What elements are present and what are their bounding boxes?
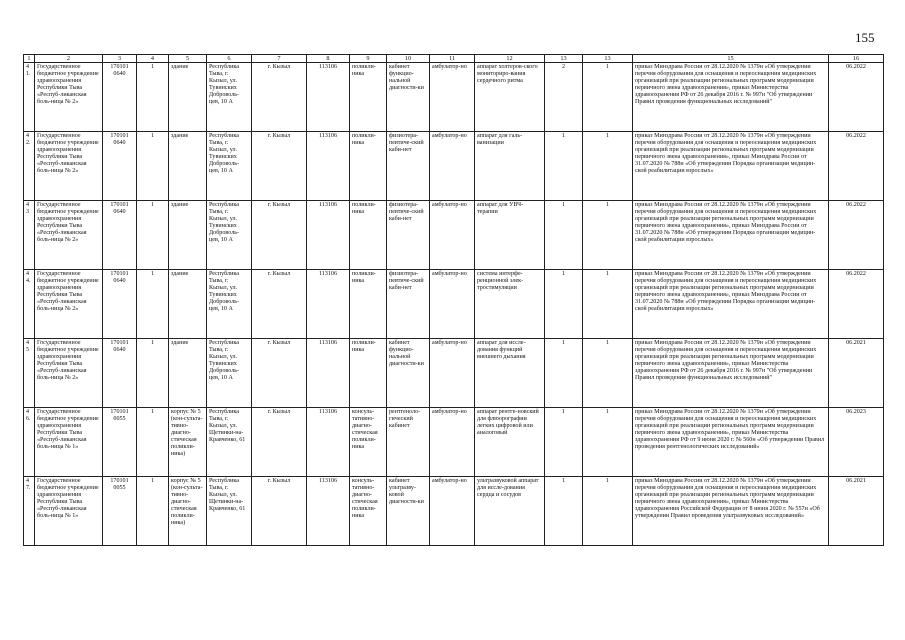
- equipment-name-cell: аппарат холтеров-ского мониториро-вания сердечного ритма: [475, 63, 545, 132]
- locality-cell: г. Кызыл: [252, 477, 307, 546]
- legal-basis-cell: приказ Минздрава России от 28.12.2020 № 1379н «Об утверждении перечня оборудования для оснащения и переоснащения медицинских организаций при реализации региональных программ модернизации первичного звена здравоохранения», приказ Министерства здравоохранения РФ от 26 декабря 2016 г. № 997н "Об утверждении Правил проведения функциональных исследований": [633, 63, 829, 132]
- address-cell: Республика Тыва, г. Кызыл, ул. Щетинки-на-Кравченко, 61: [207, 477, 252, 546]
- column-number-11: 11: [430, 55, 475, 63]
- required-quantity-cell: 1: [545, 132, 583, 201]
- building-type-cell: здание: [169, 339, 207, 408]
- planned-quantity-cell: 1: [583, 477, 633, 546]
- column-number-16: 16: [829, 55, 884, 63]
- table-row: [24, 477, 884, 546]
- row-index-cell: 44.: [24, 270, 35, 339]
- column-number-13: 13: [545, 55, 583, 63]
- row-index-cell: 41.: [24, 63, 35, 132]
- locality-cell: г. Кызыл: [252, 408, 307, 477]
- building-count-cell: 1: [137, 477, 169, 546]
- legal-basis-cell: приказ Минздрава России от 28.12.2020 № 1379н «Об утверждении перечня оборудования для оснащения и переоснащения медицинских организаций при реализации региональных программ модернизации первичного звена здравоохранения», приказ Минздрава России от 31.07.2020 № 788н «Об утверждении Порядка организации медицин-ской реабилитации взрослых»: [633, 270, 829, 339]
- column-number-12: 12: [475, 55, 545, 63]
- division-cell: поликли-ника: [350, 132, 387, 201]
- locality-cell: г. Кызыл: [252, 132, 307, 201]
- division-cell: поликли-ника: [350, 201, 387, 270]
- required-quantity-cell: 1: [545, 477, 583, 546]
- planned-quantity-cell: 1: [583, 408, 633, 477]
- required-quantity-cell: 2: [545, 63, 583, 132]
- care-condition-cell: амбулатор-но: [430, 477, 475, 546]
- planned-quantity-cell: 1: [583, 132, 633, 201]
- equipment-name-cell: система интерфе-ренционной элек-тростимуляции: [475, 270, 545, 339]
- cabinet-cell: кабинет ультразву-ковой диагности-ки: [387, 477, 430, 546]
- oktmo-code-cell: 113106: [307, 477, 350, 546]
- care-condition-cell: амбулатор-но: [430, 201, 475, 270]
- row-index-cell: 47.: [24, 477, 35, 546]
- cabinet-cell: физиотера-певтиче-ский каби-нет: [387, 270, 430, 339]
- table-row: [24, 132, 884, 201]
- institution-code-cell: 170101 0640: [103, 63, 137, 132]
- institution-name-cell: Государственное бюджетное учреждение здравоохранения Республики Тыва «Респуб-ликанская боль-ница № 2»: [35, 339, 103, 408]
- oktmo-code-cell: 113106: [307, 270, 350, 339]
- table-row: [24, 270, 884, 339]
- planned-date-cell: 06.2021: [829, 339, 884, 408]
- institution-name-cell: Государственное бюджетное учреждение здравоохранения Республики Тыва «Респуб-ликанская боль-ница № 1»: [35, 408, 103, 477]
- institution-name-cell: Государственное бюджетное учреждение здравоохранения Республики Тыва «Респуб-ликанская боль-ница № 2»: [35, 132, 103, 201]
- equipment-name-cell: ультразвуковой аппарат для иссле-дования сердца и сосудов: [475, 477, 545, 546]
- table-body: [24, 63, 884, 546]
- legal-basis-cell: приказ Минздрава России от 28.12.2020 № 1379н «Об утверждении перечня оборудования для оснащения и переоснащения медицинских организаций при реализации региональных программ модернизации первичного звена здравоохранения», приказ Минздрава России от 31.07.2020 № 788н «Об утверждении Порядка организации медицин-ской реабилитации взрослых»: [633, 132, 829, 201]
- institution-name-cell: Государственное бюджетное учреждение здравоохранения Республики Тыва «Респуб-ликанская боль-ница № 1»: [35, 477, 103, 546]
- table-row: [24, 201, 884, 270]
- legal-basis-cell: приказ Минздрава России от 28.12.2020 № 1379н «Об утверждении перечня оборудования для оснащения и переоснащения медицинских организаций при реализации региональных программ модернизации первичного звена здравоохранения», приказ Министерства здравоохранения Российской Федерации от 8 июня 2020 г. № 557н «Об утверждении Правил проведения ультразвуковых исследований»: [633, 477, 829, 546]
- address-cell: Республика Тыва, г. Кызыл, ул. Тувинских Доброволь-цев, 10 А: [207, 63, 252, 132]
- institution-name-cell: Государственное бюджетное учреждение здравоохранения Республики Тыва «Респуб-ликанская боль-ница № 2»: [35, 270, 103, 339]
- building-count-cell: 1: [137, 63, 169, 132]
- required-quantity-cell: 1: [545, 408, 583, 477]
- column-number-3: 3: [103, 55, 137, 63]
- address-cell: Республика Тыва, г. Кызыл, ул. Тувинских Доброволь-цев, 10 А: [207, 339, 252, 408]
- division-cell: консуль-тативно-диагно-стическая поликли-ника: [350, 408, 387, 477]
- planned-date-cell: 06.2022: [829, 270, 884, 339]
- oktmo-code-cell: 113106: [307, 63, 350, 132]
- table-row: [24, 339, 884, 408]
- institution-code-cell: 170101 0640: [103, 339, 137, 408]
- building-type-cell: здание: [169, 201, 207, 270]
- institution-code-cell: 170101 0055: [103, 477, 137, 546]
- legal-basis-cell: приказ Минздрава России от 28.12.2020 № 1379н «Об утверждении перечня оборудования для оснащения и переоснащения медицинских организаций при реализации региональных программ модернизации первичного звена здравоохранения», приказ Министерства здравоохранения РФ от 26 декабря 2016 г. № 997н "Об утверждении Правил проведения функциональных исследований": [633, 339, 829, 408]
- care-condition-cell: амбулатор-но: [430, 270, 475, 339]
- required-quantity-cell: 1: [545, 201, 583, 270]
- planned-date-cell: 06.2022: [829, 132, 884, 201]
- division-cell: поликли-ника: [350, 63, 387, 132]
- building-count-cell: 1: [137, 201, 169, 270]
- building-count-cell: 1: [137, 339, 169, 408]
- column-number-9: 9: [350, 55, 387, 63]
- column-number-6: 6: [207, 55, 252, 63]
- column-number-4: 4: [137, 55, 169, 63]
- address-cell: Республика Тыва, г. Кызыл, ул. Тувинских Доброволь-цев, 10 А: [207, 132, 252, 201]
- locality-cell: г. Кызыл: [252, 63, 307, 132]
- oktmo-code-cell: 113106: [307, 132, 350, 201]
- table-row: [24, 63, 884, 132]
- cabinet-cell: кабинет функцио-нальной диагности-ки: [387, 63, 430, 132]
- equipment-name-cell: аппарат для галь-ванизации: [475, 132, 545, 201]
- oktmo-code-cell: 113106: [307, 339, 350, 408]
- planned-date-cell: 06.2022: [829, 201, 884, 270]
- column-number-14: 13: [583, 55, 633, 63]
- building-count-cell: 1: [137, 408, 169, 477]
- column-number-row: [24, 55, 884, 63]
- building-type-cell: здание: [169, 132, 207, 201]
- division-cell: поликли-ника: [350, 339, 387, 408]
- building-count-cell: 1: [137, 132, 169, 201]
- planned-date-cell: 06.2022: [829, 63, 884, 132]
- building-type-cell: корпус № 5 (кон-сульта-тивно-диагно-стическая поликли-ника): [169, 477, 207, 546]
- planned-quantity-cell: 1: [583, 270, 633, 339]
- planned-quantity-cell: 1: [583, 63, 633, 132]
- locality-cell: г. Кызыл: [252, 270, 307, 339]
- institution-code-cell: 170101 0055: [103, 408, 137, 477]
- care-condition-cell: амбулатор-но: [430, 408, 475, 477]
- institution-name-cell: Государственное бюджетное учреждение здравоохранения Республики Тыва «Респуб-ликанская боль-ница № 2»: [35, 63, 103, 132]
- legal-basis-cell: приказ Минздрава России от 28.12.2020 № 1379н «Об утверждении перечня оборудования для оснащения и переоснащения медицинских организаций при реализации региональных программ модернизации первичного звена здравоохранения», приказ Минздрава России от 31.07.2020 № 788н «Об утверждении Порядка организации медицин-ской реабилитации взрослых»: [633, 201, 829, 270]
- equipment-name-cell: аппарат рентге-новский для флюорографии легких цифровой или аналоговый: [475, 408, 545, 477]
- column-number-1: 1: [24, 55, 35, 63]
- column-number-5: 5: [169, 55, 207, 63]
- cabinet-cell: физиотера-певтиче-ский каби-нет: [387, 132, 430, 201]
- cabinet-cell: кабинет функцио-нальной диагности-ки: [387, 339, 430, 408]
- row-index-cell: 43: [24, 201, 35, 270]
- care-condition-cell: амбулатор-но: [430, 339, 475, 408]
- table-row: [24, 408, 884, 477]
- column-number-15: 15: [633, 55, 829, 63]
- planned-quantity-cell: 1: [583, 201, 633, 270]
- column-number-8: 8: [307, 55, 350, 63]
- planned-quantity-cell: 1: [583, 339, 633, 408]
- institution-code-cell: 170101 0640: [103, 201, 137, 270]
- required-quantity-cell: 1: [545, 339, 583, 408]
- locality-cell: г. Кызыл: [252, 339, 307, 408]
- row-index-cell: 45: [24, 339, 35, 408]
- column-number-10: 10: [387, 55, 430, 63]
- oktmo-code-cell: 113106: [307, 201, 350, 270]
- legal-basis-cell: приказ Минздрава России от 28.12.2020 № 1379н «Об утверждении перечня оборудования для оснащения и переоснащения медицинских организаций при реализации региональных программ модернизации первичного звена здравоохранения», приказ Министерства здравоохранения РФ от 9 июня 2020 г. № 560н «Об утверждении Правил проведения рентгенологических исследований»: [633, 408, 829, 477]
- cabinet-cell: физиотера-певтиче-ский каби-нет: [387, 201, 430, 270]
- page-number: 155: [855, 30, 875, 45]
- column-number-7: 7: [252, 55, 307, 63]
- care-condition-cell: амбулатор-но: [430, 132, 475, 201]
- address-cell: Республика Тыва, г. Кызыл, ул. Тувинских Доброволь-цев, 10 А: [207, 270, 252, 339]
- oktmo-code-cell: 113106: [307, 408, 350, 477]
- care-condition-cell: амбулатор-но: [430, 63, 475, 132]
- institution-name-cell: Государственное бюджетное учреждение здравоохранения Республики Тыва «Респуб-ликанская боль-ница № 2»: [35, 201, 103, 270]
- cabinet-cell: рентгеноло-гический кабинет: [387, 408, 430, 477]
- row-index-cell: 46.: [24, 408, 35, 477]
- institution-code-cell: 170101 0640: [103, 132, 137, 201]
- division-cell: поликли-ника: [350, 270, 387, 339]
- column-number-2: 2: [35, 55, 103, 63]
- building-count-cell: 1: [137, 270, 169, 339]
- equipment-name-cell: аппарат для УВЧ-терапии: [475, 201, 545, 270]
- institution-code-cell: 170101 0640: [103, 270, 137, 339]
- building-type-cell: здание: [169, 270, 207, 339]
- building-type-cell: корпус № 5 (кон-сульта-тивно-диагно-стическая поликли-ника): [169, 408, 207, 477]
- planned-date-cell: 06.2023: [829, 408, 884, 477]
- row-index-cell: 42.: [24, 132, 35, 201]
- address-cell: Республика Тыва, г. Кызыл, ул. Тувинских Доброволь-цев, 10 А: [207, 201, 252, 270]
- equipment-name-cell: аппарат для иссле-дования функций внешнего дыхания: [475, 339, 545, 408]
- address-cell: Республика Тыва, г. Кызыл, ул. Щетинки-на-Кравченко, 61: [207, 408, 252, 477]
- building-type-cell: здание: [169, 63, 207, 132]
- planned-date-cell: 06.2021: [829, 477, 884, 546]
- required-quantity-cell: 1: [545, 270, 583, 339]
- division-cell: консуль-тативно-диагно-стическая поликли-ника: [350, 477, 387, 546]
- locality-cell: г. Кызыл: [252, 201, 307, 270]
- equipment-register-table: [23, 54, 884, 546]
